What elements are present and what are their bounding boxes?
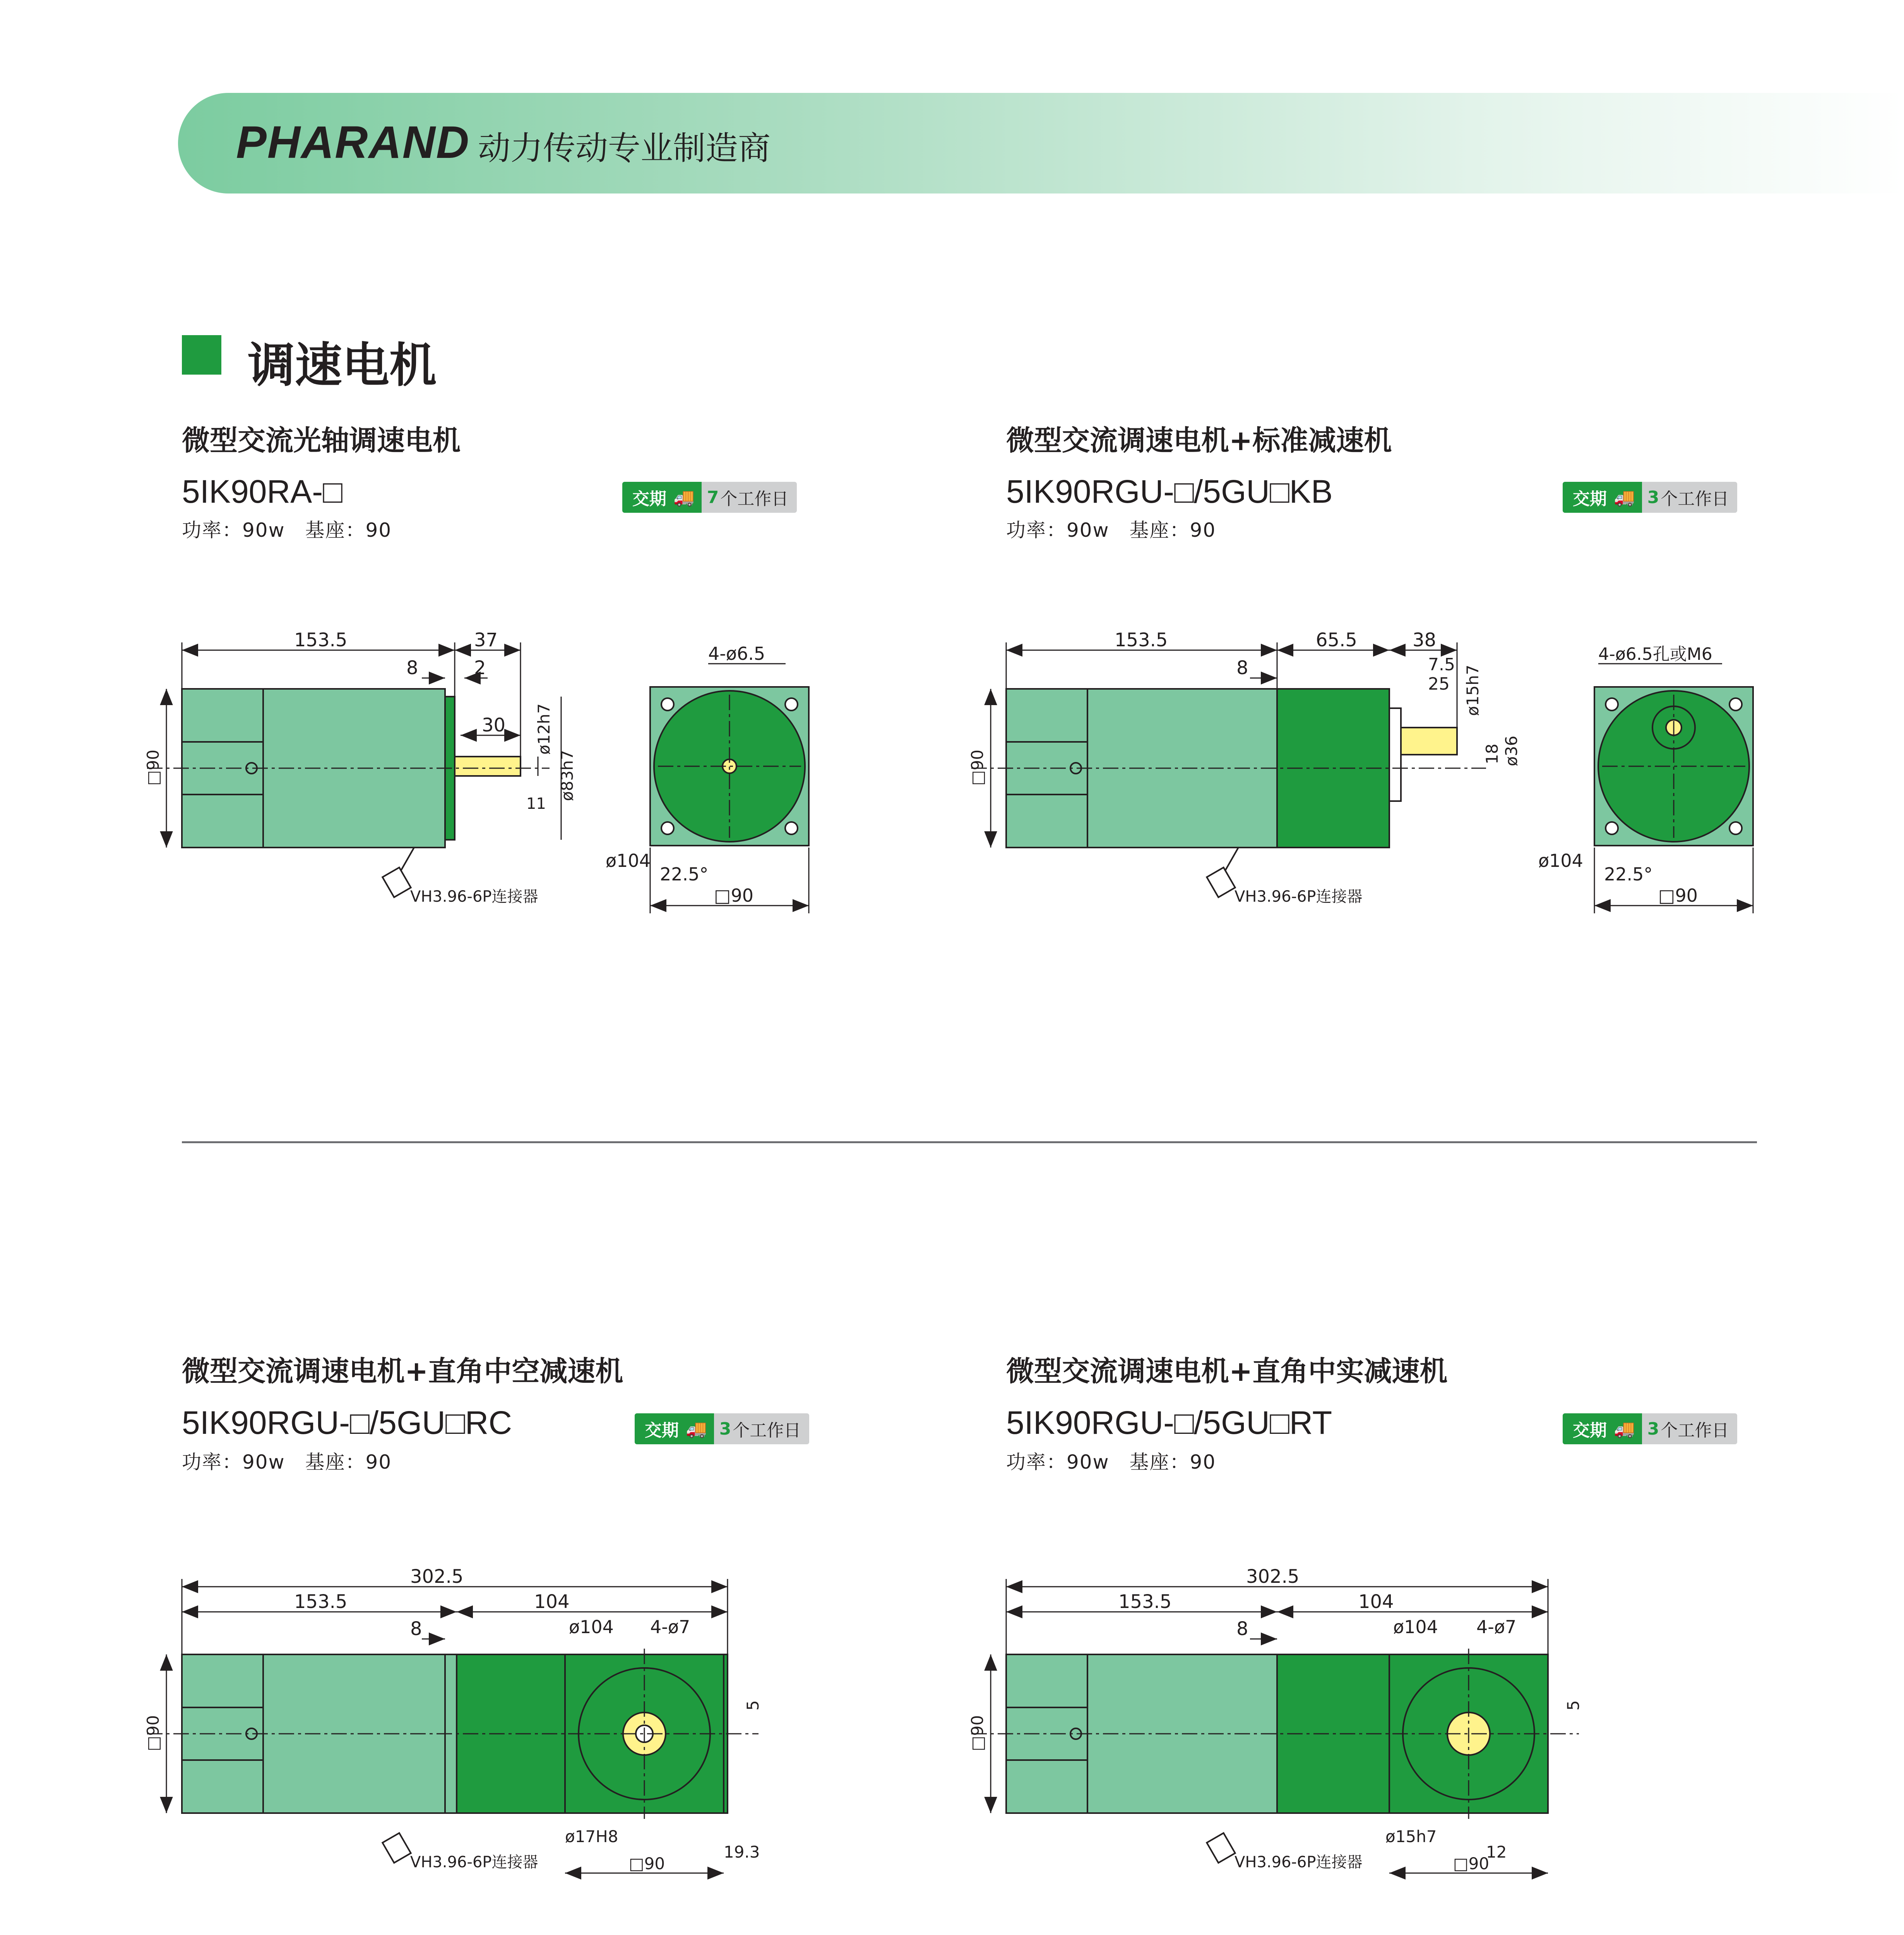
dim-label: □90 — [968, 749, 987, 786]
dim-label: 4-ø7 — [650, 1616, 690, 1637]
dim-label: 4-ø6.5孔或M6 — [1598, 644, 1712, 664]
product-title: 微型交流光轴调速电机 — [182, 424, 461, 457]
dim-label: ø104 — [569, 1616, 614, 1637]
badge-days: 3 — [1647, 487, 1659, 507]
dim-label: ø15h7 — [1463, 664, 1482, 716]
dim-label: 11 — [526, 795, 546, 813]
dim-label: □90 — [714, 885, 753, 906]
badge-days: 7 — [707, 487, 719, 507]
gearbox-shaft — [1401, 728, 1457, 755]
badge-label: 交期 — [645, 1421, 679, 1440]
product-model: 5IK90RGU-□/5GU□KB — [1006, 473, 1333, 510]
badge-days: 3 — [719, 1419, 731, 1439]
dim-label: 8 — [410, 1618, 422, 1640]
dim-label: 153.5 — [294, 629, 348, 651]
dim-label: 22.5° — [660, 864, 709, 885]
dim-label: 104 — [534, 1591, 570, 1613]
dim-label: □90 — [629, 1854, 665, 1873]
dim-label: 104 — [1358, 1591, 1394, 1613]
product-spec: 功率：90w 基座：90 — [1006, 1451, 1216, 1473]
dim-label: 153.5 — [294, 1591, 348, 1613]
badge-days-text: 个工作日 — [733, 1421, 801, 1440]
truck-icon: 🚚 — [686, 1419, 707, 1439]
dim-label: ø36 — [1502, 735, 1521, 766]
badge-days-text: 个工作日 — [1661, 1421, 1729, 1440]
badge-label: 交期 — [1573, 1421, 1607, 1440]
dim-label: 5 — [743, 1700, 762, 1711]
dim-label: 65.5 — [1316, 629, 1357, 651]
dim-label: 2 — [474, 657, 486, 679]
dim-label: 153.5 — [1118, 1591, 1172, 1613]
dim-label: 38 — [1413, 629, 1437, 651]
brand-logo: PHARAND — [236, 117, 470, 168]
product-spec: 功率：90w 基座：90 — [182, 1451, 392, 1473]
drawing-4-top-view — [971, 1649, 1579, 1863]
dim-label: 7.5 — [1428, 655, 1455, 675]
badge-days-text: 个工作日 — [720, 489, 789, 509]
dim-label: ø17H8 — [565, 1827, 618, 1846]
dim-label: □90 — [1453, 1854, 1490, 1873]
dim-label: ø15h7 — [1385, 1827, 1437, 1846]
motor-shaft — [455, 757, 521, 776]
dim-label: □90 — [1658, 885, 1698, 906]
connector-label: VH3.96-6P连接器 — [410, 1853, 538, 1871]
product-spec: 功率：90w 基座：90 — [1006, 519, 1216, 541]
dim-label: 19.3 — [724, 1843, 760, 1861]
dim-label: □90 — [968, 1715, 987, 1751]
product-title: 微型交流调速电机+直角中空减速机 — [182, 1355, 623, 1387]
dim-label: 8 — [406, 657, 418, 679]
dim-label: 8 — [1236, 657, 1248, 679]
product-title: 微型交流调速电机+直角中实减速机 — [1006, 1355, 1448, 1387]
product-title: 微型交流调速电机+标准减速机 — [1006, 424, 1392, 457]
badge-label: 交期 — [1573, 489, 1607, 509]
drawing-3-top-view — [147, 1649, 759, 1863]
drawing-2-front-view — [1594, 687, 1753, 846]
section-title: 调速电机 — [248, 338, 437, 393]
badge-days: 3 — [1647, 1419, 1659, 1439]
product-spec: 功率：90w 基座：90 — [182, 519, 392, 541]
dim-label: ø83h7 — [558, 750, 577, 801]
connector-label: VH3.96-6P连接器 — [410, 888, 538, 906]
dim-label: 30 — [482, 714, 506, 736]
header-tagline: 动力传动专业制造商 — [478, 129, 771, 167]
dim-label: ø12h7 — [534, 703, 553, 755]
truck-icon: 🚚 — [673, 488, 695, 507]
dim-label: 12 — [1486, 1843, 1507, 1861]
connector-label: VH3.96-6P连接器 — [1235, 1853, 1363, 1871]
dim-label: ø104 — [1538, 850, 1583, 871]
badge-days-text: 个工作日 — [1661, 489, 1729, 509]
dim-label: 25 — [1428, 674, 1450, 694]
dim-label: □90 — [144, 1715, 163, 1751]
dim-label: ø104 — [1393, 1616, 1438, 1637]
truck-icon: 🚚 — [1614, 488, 1635, 507]
product-model: 5IK90RGU-□/5GU□RT — [1006, 1404, 1332, 1441]
drawing-1-front-view — [650, 687, 809, 846]
dim-label: 302.5 — [1246, 1566, 1300, 1587]
product-model: 5IK90RGU-□/5GU□RC — [182, 1404, 512, 1441]
dim-label: 22.5° — [1604, 864, 1653, 885]
dim-label: ø104 — [606, 850, 651, 871]
dim-label: 37 — [474, 629, 498, 651]
dim-label: 302.5 — [410, 1566, 464, 1587]
dim-label: 18 — [1483, 743, 1502, 764]
dim-label: 4-ø6.5 — [708, 643, 765, 664]
dim-label: 8 — [1236, 1618, 1248, 1640]
truck-icon: 🚚 — [1614, 1419, 1635, 1439]
connector-label: VH3.96-6P连接器 — [1235, 888, 1363, 906]
dim-label: 4-ø7 — [1476, 1616, 1517, 1637]
product-model: 5IK90RA-□ — [182, 473, 342, 510]
drawing-2-side-view — [971, 689, 1486, 897]
dim-label: □90 — [144, 749, 163, 786]
badge-label: 交期 — [632, 489, 666, 509]
dim-label: 5 — [1564, 1700, 1583, 1711]
dim-label: 153.5 — [1115, 629, 1168, 651]
